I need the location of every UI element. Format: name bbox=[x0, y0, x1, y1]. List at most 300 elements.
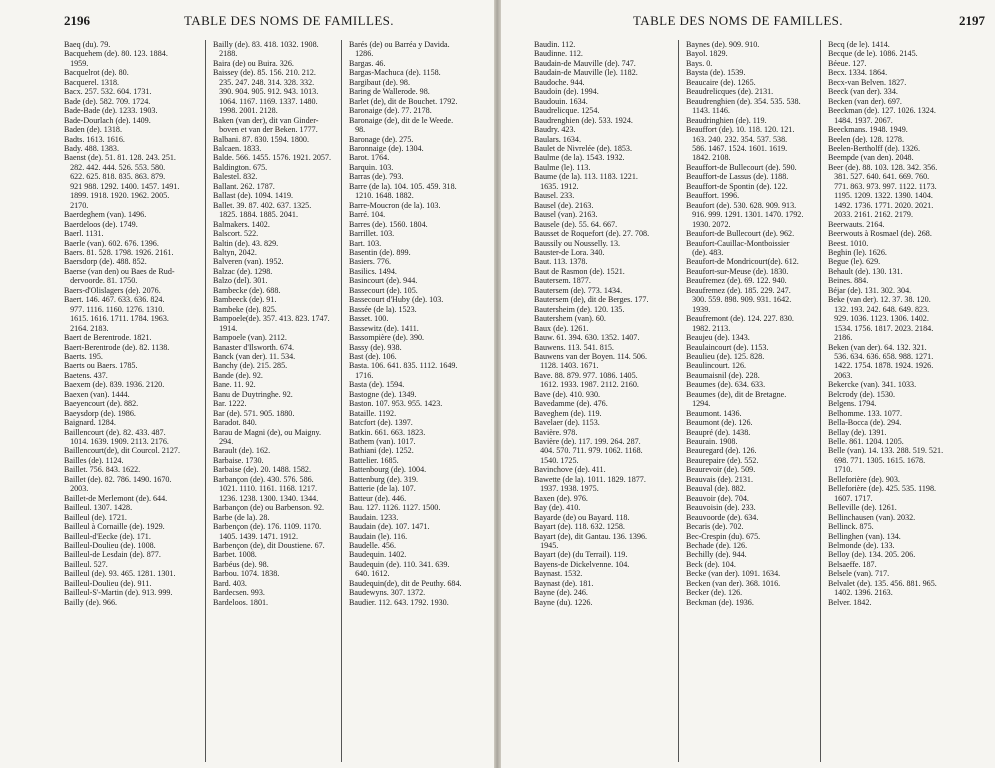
index-entry: Baradot. 840. bbox=[213, 418, 257, 428]
index-entry: 1064. 1167. 1169. 1337. 1480. bbox=[213, 96, 318, 106]
index-entry: 1607. 1717. bbox=[828, 493, 873, 503]
index-entry: Bade-Bade (de). 1233. 1903. bbox=[64, 106, 158, 116]
index-entry: Baudouin. 1634. bbox=[534, 96, 588, 106]
index-entry: Bailleul. 527. bbox=[64, 559, 108, 569]
index-entry: Beer (de). 88. 103. 128. 342. 356. bbox=[828, 162, 938, 172]
index-entry: (de). 483. bbox=[686, 247, 724, 257]
index-entry: Beckman (de). 1936. bbox=[686, 597, 754, 607]
index-entry: Basilics. 1494. bbox=[349, 266, 397, 276]
index-entry: Baudelle. 456. bbox=[349, 541, 396, 551]
index-entry: Bayart (de) (du Terrail). 119. bbox=[534, 550, 628, 560]
index-entry: 698. 771. 1305. 1615. 1678. bbox=[828, 455, 926, 465]
index-entry: Baudequin. 1402. bbox=[349, 550, 407, 560]
index-entry: Belleville (de). 1261. bbox=[828, 503, 897, 513]
index-entry: Baillet-de Merlemont (de). 644. bbox=[64, 493, 168, 503]
index-entry: Baert. 146. 467. 633. 636. 824. bbox=[64, 295, 165, 305]
index-entry: Ballast (de). 1094. 1419. bbox=[213, 191, 294, 201]
running-title: TABLE DES NOMS DE FAMILLES. bbox=[184, 13, 394, 28]
index-entry: Bart. 103. bbox=[349, 238, 382, 248]
index-entry: 921 988. 1292. 1400. 1457. 1491. bbox=[64, 181, 180, 191]
index-entry: Beke (van der). 12. 37. 38. 120. bbox=[828, 295, 931, 305]
index-entry: Beaufremez (de). 185. 229. 247. bbox=[686, 285, 791, 295]
index-entry: Beaufort-de Mondricourt(de). 612. bbox=[686, 257, 799, 267]
index-entry: Baira (de) ou Buira. 326. bbox=[213, 58, 294, 68]
index-entry: Becken (van der). 697. bbox=[828, 96, 902, 106]
index-entry: Beauvoir (de). 704. bbox=[686, 493, 749, 503]
index-entry: Baynast (de). 181. bbox=[534, 578, 594, 588]
index-entry: Baers. 81. 528. 1798. 1926. 2161. bbox=[64, 247, 174, 257]
index-entry: Barquin. 103. bbox=[349, 162, 394, 172]
index-entry: Baume (de la). 113. 1183. 1221. bbox=[534, 172, 638, 182]
index-entry: Bailleul (de). 93. 465. 1281. 1301. bbox=[64, 569, 176, 579]
index-entry: 2170. bbox=[64, 200, 89, 210]
index-entry: Bailleul. 1307. 1428. bbox=[64, 503, 133, 513]
index-entry: Beeckmans. 1948. 1949. bbox=[828, 125, 908, 135]
index-entry: 977. 1116. 1160. 1276. 1310. bbox=[64, 304, 165, 314]
index-entry: Belhomme. 133. 1077. bbox=[828, 408, 902, 418]
index-entry: Baveghem (de). 119. bbox=[534, 408, 602, 418]
index-entry: Belle. 861. 1204. 1205. bbox=[828, 437, 904, 447]
index-entry: Bayart (de), dit Gantau. 136. 1396. bbox=[534, 531, 648, 541]
index-entry: Barbençon (de), dit Doustiene. 67. bbox=[213, 541, 325, 551]
index-entry: Baynes (de). 909. 910. bbox=[686, 40, 760, 49]
index-entry: Beck (de). 104. bbox=[686, 559, 736, 569]
index-entry: 1716. bbox=[349, 370, 374, 380]
index-entry: Beeck (van der). 334. bbox=[828, 87, 898, 97]
index-entry: Bellinck. 875. bbox=[828, 522, 874, 532]
index-entry: 235. 247. 248. 314. 328. 332. bbox=[213, 77, 315, 87]
index-column-right-1 bbox=[534, 40, 678, 762]
index-entry: Barbençon (de). 176. 1109. 1170. bbox=[213, 522, 322, 532]
index-entry: Bargas. 46. bbox=[349, 58, 386, 68]
index-entry: Baillencourt(de), dit Courcol. 2127. bbox=[64, 446, 180, 456]
index-entry: Bastogne (de). 1349. bbox=[349, 389, 417, 399]
page-number: 2197 bbox=[959, 13, 985, 28]
index-column-right-2 bbox=[678, 40, 826, 762]
index-entry: 294. bbox=[213, 437, 234, 447]
index-entry: Baysta (de). 1539. bbox=[686, 68, 746, 78]
index-entry: Beaujeu (de). 1343. bbox=[686, 333, 750, 343]
index-entry: 1534. 1756. 1817. 2023. 2184. bbox=[828, 323, 934, 333]
index-entry: 2033. 2161. 2162. 2179. bbox=[828, 210, 913, 220]
index-entry: Baetens. 437. bbox=[64, 370, 108, 380]
index-entry: Bassewitz (de). 1411. bbox=[349, 323, 419, 333]
index-entry: Baudequin (de). 110. 341. 639. bbox=[349, 559, 450, 569]
index-entry: Bassompière (de). 390. bbox=[349, 333, 425, 343]
index-entry: Baert de Berentrode. 1821. bbox=[64, 333, 152, 343]
index-entry: Basset. 100. bbox=[349, 314, 389, 324]
index-entry: Baudin. 112. bbox=[534, 40, 576, 49]
index-entry: Baeysdorp (de). 1986. bbox=[64, 408, 136, 418]
index-entry: Basiers. 776. bbox=[349, 257, 392, 267]
index-entry: Baudrelicque. 1254. bbox=[534, 106, 600, 116]
index-entry: dervoorde. 81. 1750. bbox=[64, 276, 138, 286]
index-entry: Bar. 1222. bbox=[213, 399, 247, 409]
index-entry: Beken (van der). 64. 132. 321. bbox=[828, 342, 927, 352]
index-entry: Barbaise (de). 20. 1488. 1582. bbox=[213, 465, 312, 475]
index-entry: Bailleul-Doulieu (de). 1008. bbox=[64, 541, 156, 551]
index-entry: 1484. 1937. 2067. bbox=[828, 115, 893, 125]
index-entry: Banchy (de). 215. 285. bbox=[213, 361, 288, 371]
index-entry: Baerdeghem (van). 1496. bbox=[64, 210, 147, 220]
index-entry: Baerle (van). 602. 676. 1396. bbox=[64, 238, 159, 248]
index-entry: 1930. 2072. bbox=[686, 219, 731, 229]
index-entry: Baltin (de). 43. 829. bbox=[213, 238, 279, 248]
index-entry: Baerl. 1131. bbox=[64, 229, 104, 239]
index-entry: Banck (van der). 11. 534. bbox=[213, 351, 296, 361]
index-entry: Barrillet. 103. bbox=[349, 229, 395, 239]
index-entry: Beaulaincourt (de). 1153. bbox=[686, 342, 769, 352]
index-entry: Barau de Magni (de), ou Maigny. bbox=[213, 427, 322, 437]
index-entry: Bailleul-Doulieu (de). 911. bbox=[64, 578, 152, 588]
index-entry: Belmonde (de). 133. bbox=[828, 541, 895, 551]
index-entry: 1021. 1110. 1161. 1168. 1217. bbox=[213, 484, 318, 494]
index-entry: Bailly (de). 966. bbox=[64, 597, 118, 607]
index-entry: 536. 634. 636. 658. 988. 1271. bbox=[828, 351, 934, 361]
index-column-left-2 bbox=[205, 40, 346, 762]
index-entry: Bathiani (de). 1252. bbox=[349, 446, 414, 456]
index-entry: Beest. 1010. bbox=[828, 238, 869, 248]
index-entry: Bautersem. 1877. bbox=[534, 276, 591, 286]
index-entry: Belcrody (de). 1530. bbox=[828, 389, 895, 399]
index-entry: Balzo (del). 301. bbox=[213, 276, 268, 286]
index-entry: Bavinchove (de). 411. bbox=[534, 465, 606, 475]
index-entry: Bampoele(de). 357. 413. 823. 1747. bbox=[213, 314, 330, 324]
index-entry: Barre (de la). 104. 105. 459. 318. bbox=[349, 181, 457, 191]
index-entry: Barot. 1764. bbox=[349, 153, 390, 163]
index-entry: Batteur (de). 446. bbox=[349, 493, 407, 503]
index-entry: Belver. 1842. bbox=[828, 597, 872, 607]
index-entry: Badts. 1613. 1616. bbox=[64, 134, 125, 144]
index-entry: Baut de Rasmon (de). 1521. bbox=[534, 266, 625, 276]
index-entry: Belgens. 1794. bbox=[828, 399, 877, 409]
index-entry: Beaufremez (de). 69. 122. 940. bbox=[686, 276, 787, 286]
index-entry: Bade-Dourlach (de). 1409. bbox=[64, 115, 151, 125]
index-entry: Beauvoorde (de). 634. bbox=[686, 512, 759, 522]
index-entry: Belleforière (de). 903. bbox=[828, 474, 900, 484]
index-entry: 381. 527. 640. 641. 669. 760. bbox=[828, 172, 930, 182]
index-entry: Beaumont (de). 126. bbox=[686, 418, 753, 428]
index-entry: Barbaise. 1730. bbox=[213, 455, 264, 465]
index-entry: 1842. 2108. bbox=[686, 153, 731, 163]
index-entry: Bambecke (de). 688. bbox=[213, 285, 281, 295]
index-entry: Batkin. 661. 663. 1823. bbox=[349, 427, 426, 437]
index-entry: Baudain. 1233. bbox=[349, 512, 399, 522]
index-entry: 2003. bbox=[64, 484, 89, 494]
index-entry: Bayens-de Dickelvenne. 104. bbox=[534, 559, 630, 569]
index-entry: Beaurain. 1908. bbox=[686, 437, 738, 447]
index-entry: 586. 1467. 1524. 1601. 1619. bbox=[686, 143, 788, 153]
index-entry: 1982. 2113. bbox=[686, 323, 731, 333]
index-entry: Baux (de). 1261. bbox=[534, 323, 589, 333]
index-entry: Beauval (de). 882. bbox=[686, 484, 746, 494]
index-entry: Becaris (de). 702. bbox=[686, 522, 744, 532]
index-entry: Baltyn, 2042. bbox=[213, 247, 257, 257]
index-entry: Barras (de). 793. bbox=[349, 172, 404, 182]
index-entry: 916. 999. 1291. 1301. 1470. 1792. bbox=[686, 210, 804, 220]
index-entry: Barlet (de), dit de Bouchet. 1792. bbox=[349, 96, 458, 106]
index-entry: 1143. 1146. bbox=[686, 106, 730, 116]
index-entry: Barbançon (de). 430. 576. 586. bbox=[213, 474, 314, 484]
index-entry: Belloy (de). 134. 205. 206. bbox=[828, 550, 916, 560]
index-entry: Bailleul-d'Eecke (de). 171. bbox=[64, 531, 151, 541]
index-entry: Bauwens van der Boyen. 114. 506. bbox=[534, 351, 647, 361]
index-entry: Bailleul-de Lesdain (de). 877. bbox=[64, 550, 161, 560]
index-entry: Baerts. 195. bbox=[64, 351, 103, 361]
index-entry: Bailleul à Cornaille (de). 1929. bbox=[64, 522, 165, 532]
index-entry: 300. 559. 898. 909. 931. 1642. bbox=[686, 295, 792, 305]
index-entry: Baulet de Nivrelée (de). 1853. bbox=[534, 143, 632, 153]
index-entry: 1945. bbox=[534, 541, 559, 551]
index-entry: Bellinchausen (van). 2032. bbox=[828, 512, 916, 522]
index-entry: Beelen-Bertholff (de). 1326. bbox=[828, 143, 920, 153]
index-entry: Balzac (de). 1298. bbox=[213, 266, 273, 276]
index-entry: Beaurepaire (de). 552. bbox=[686, 455, 759, 465]
index-entry: 1710. bbox=[828, 465, 853, 475]
index-entry: Baudain-de Mauville (le). 1182. bbox=[534, 68, 638, 78]
index-entry: Becker (de). 126. bbox=[686, 588, 743, 598]
index-entry: Baerse (van den) ou Baes de Rud- bbox=[64, 266, 175, 276]
index-entry: Baudrenghien (de). 533. 1924. bbox=[534, 115, 633, 125]
index-entry: Bellay (de). 1391. bbox=[828, 427, 887, 437]
left-page bbox=[0, 0, 494, 768]
index-entry: Baut. 113. 1378. bbox=[534, 257, 588, 267]
index-entry: Barre-Moucron (de la). 103. bbox=[349, 200, 441, 210]
index-entry: Baignard. 1284. bbox=[64, 418, 116, 428]
index-entry: Baxen (de). 976. bbox=[534, 493, 588, 503]
index-entry: Bechilly (de). 944. bbox=[686, 550, 747, 560]
index-entry: Bays. 0. bbox=[686, 58, 713, 68]
index-entry: Barault (de). 162. bbox=[213, 446, 271, 456]
index-entry: Beaumaisnil (de). 228. bbox=[686, 370, 760, 380]
index-entry: Banaster d'Ilsworth. 674. bbox=[213, 342, 295, 352]
index-entry: Bardecsen. 993. bbox=[213, 588, 265, 598]
index-entry: Beaumes (de), dit de Bretagne. bbox=[686, 389, 787, 399]
index-entry: 98. bbox=[349, 125, 366, 135]
page-number: 2196 bbox=[64, 13, 90, 28]
index-entry: Bec-Crespin (du). 675. bbox=[686, 531, 761, 541]
index-entry: 1402. 1396. 2163. bbox=[828, 588, 893, 598]
index-entry: Belvalet (de). 135. 456. 881. 965. bbox=[828, 578, 937, 588]
index-entry: Bella-Bocca (de). 294. bbox=[828, 418, 902, 428]
index-entry: Bauster-de Lora. 340. bbox=[534, 247, 605, 257]
index-entry: Beerwouts à Rosmael (de). 268. bbox=[828, 229, 932, 239]
index-entry: Baeq (du). 79. bbox=[64, 40, 111, 49]
index-entry: Bast (de). 106. bbox=[349, 351, 397, 361]
index-entry: Baert-Berentrode (de). 82. 1138. bbox=[64, 342, 170, 352]
index-column-left-3 bbox=[341, 40, 494, 762]
index-entry: Baudequin(de), dit de Peuthy. 684. bbox=[349, 578, 462, 588]
index-column-left-1 bbox=[64, 40, 204, 762]
index-entry: Beaumes (de). 634. 633. bbox=[686, 380, 766, 390]
index-entry: Bargas-Machuca (de). 1158. bbox=[349, 68, 441, 78]
index-entry: Bargibaut (de). 98. bbox=[349, 77, 410, 87]
index-entry: Beauvais (de). 2131. bbox=[686, 474, 753, 484]
index-entry: 132. 193. 242. 648. 649. 823. bbox=[828, 304, 930, 314]
index-entry: Bayne (de). 246. bbox=[534, 588, 588, 598]
index-entry: Baudewyns. 307. 1372. bbox=[349, 588, 426, 598]
index-entry: Battelier. 1685. bbox=[349, 455, 399, 465]
index-entry: Bautersem (de). 773. 1434. bbox=[534, 285, 623, 295]
index-entry: 1286. bbox=[349, 49, 374, 59]
index-entry: Bassée (de la). 1523. bbox=[349, 304, 417, 314]
index-entry: Bade (de). 582. 709. 1724. bbox=[64, 96, 151, 106]
index-entry: 1937. 1938. 1975. bbox=[534, 484, 599, 494]
index-entry: 771. 863. 973. 997. 1122. 1173. bbox=[828, 181, 937, 191]
index-entry: Bane. 11. 92. bbox=[213, 380, 256, 390]
index-entry: Baillencourt (de). 82. 433. 487. bbox=[64, 427, 166, 437]
index-entry: Bauwens. 113. 541. 815. bbox=[534, 342, 614, 352]
index-entry: 2188. bbox=[213, 49, 238, 59]
index-entry: Bailly (de). 83. 418. 1032. 1908. bbox=[213, 40, 319, 49]
index-entry: 929. 1036. 1123. 1306. 1402. bbox=[828, 314, 929, 324]
index-entry: Ballant. 262. 1787. bbox=[213, 181, 275, 191]
index-entry: Bassecourt (de). 105. bbox=[349, 285, 418, 295]
index-entry: 1014. 1639. 1909. 2113. 2176. bbox=[64, 437, 169, 447]
index-entry: 1210. 1648. 1882. bbox=[349, 191, 414, 201]
index-entry: Baeyencourt (de). 882. bbox=[64, 399, 139, 409]
index-entry: 1998. 2001. 2128. bbox=[213, 106, 278, 116]
index-entry: Bay (de). 410. bbox=[534, 503, 581, 513]
index-entry: boven et van der Beken. 1777. bbox=[213, 125, 318, 135]
index-entry: Bausset de Roquefort (de). 27. 708. bbox=[534, 229, 650, 239]
index-entry: Bausel. 233. bbox=[534, 191, 575, 201]
index-entry: Beaudringhien (de). 119. bbox=[686, 115, 767, 125]
index-entry: 1825. 1884. 1885. 2041. bbox=[213, 210, 298, 220]
index-entry: Barbou. 1074. 1838. bbox=[213, 569, 280, 579]
index-entry: 1635. 1912. bbox=[534, 181, 579, 191]
index-entry: Balbani. 87. 830. 1594. 1800. bbox=[213, 134, 309, 144]
index-entry: Baulars. 1634. bbox=[534, 134, 581, 144]
index-entry: Bausel (de). 2163. bbox=[534, 200, 594, 210]
index-entry: Bailleul-S'-Martin (de). 913. 999. bbox=[64, 588, 173, 598]
index-entry: 1540. 1725. bbox=[534, 455, 579, 465]
index-entry: 282. 442. 444. 526. 553. 580. bbox=[64, 162, 166, 172]
index-entry: Balmakers. 1402. bbox=[213, 219, 270, 229]
index-entry: Beaufort-de Bullecourt (de). 962. bbox=[686, 229, 795, 239]
index-entry: 2164. 2183. bbox=[64, 323, 109, 333]
index-entry: Baers-d'Olislagers (de). 2076. bbox=[64, 285, 161, 295]
running-title: TABLE DES NOMS DE FAMILLES. bbox=[633, 13, 843, 28]
index-entry: Beauffort-de Spontin (de). 122. bbox=[686, 181, 788, 191]
index-entry: 640. 1612. bbox=[349, 569, 390, 579]
index-entry: 2186. bbox=[828, 333, 853, 343]
index-entry: Belle (van). 14. 133. 288. 519. 521. bbox=[828, 446, 944, 456]
index-entry: Bailles (de). 1124. bbox=[64, 455, 124, 465]
index-entry: Bausel (van). 2163. bbox=[534, 210, 598, 220]
index-entry: Bar (de). 571. 905. 1880. bbox=[213, 408, 295, 418]
index-entry: Beauffort-de Lassus (de). 1188. bbox=[686, 172, 789, 182]
index-entry: Beaucaire (de). 1265. bbox=[686, 77, 756, 87]
index-entry: Bavière. 978. bbox=[534, 427, 578, 437]
index-entry: 1959. bbox=[64, 58, 89, 68]
index-entry: 1294. bbox=[686, 399, 711, 409]
index-entry: Bausele (de). 55. 64. 667. bbox=[534, 219, 618, 229]
index-entry: Bardeloos. 1801. bbox=[213, 597, 269, 607]
index-entry: Baexen (van). 1444. bbox=[64, 389, 130, 399]
index-entry: Baerdeloos (de). 1749. bbox=[64, 219, 138, 229]
index-entry: Bayne (du). 1226. bbox=[534, 597, 593, 607]
index-entry: 1899. 1918. 1920. 1962. 2005. bbox=[64, 191, 170, 201]
index-entry: Baenst (de). 51. 81. 128. 243. 251. bbox=[64, 153, 176, 163]
index-entry: Bailleul (de). 1721. bbox=[64, 512, 127, 522]
index-entry: Baronaige (de). 77. 2178. bbox=[349, 106, 432, 116]
index-entry: Baden (de). 1318. bbox=[64, 125, 122, 135]
index-entry: Baston. 107. 953. 955. 1423. bbox=[349, 399, 443, 409]
index-entry: Bathem (van). 1017. bbox=[349, 437, 416, 447]
index-entry: Behault (de). 130. 131. bbox=[828, 266, 903, 276]
index-entry: Beghin (le). 1626. bbox=[828, 247, 887, 257]
index-entry: Bady. 488. 1383. bbox=[64, 143, 120, 153]
index-entry: Bave (de). 410. 930. bbox=[534, 389, 601, 399]
index-entry: Belleforière (de). 425. 535. 1198. bbox=[828, 484, 937, 494]
index-entry: Ballet. 39. 87. 402. 637. 1325. bbox=[213, 200, 312, 210]
index-entry: Baersdorp (de). 488. 852. bbox=[64, 257, 147, 267]
index-entry: Barres (de). 1560. 1804. bbox=[349, 219, 428, 229]
index-entry: Baillet (de). 82. 786. 1490. 1670. bbox=[64, 474, 172, 484]
index-entry: Belsele (van). 717. bbox=[828, 569, 890, 579]
index-entry: Beaumont. 1436. bbox=[686, 408, 742, 418]
index-entry: Bambeeck (de). 91. bbox=[213, 295, 277, 305]
index-entry: Batterie (de la). 107. bbox=[349, 484, 416, 494]
index-entry: Bave. 88. 879. 977. 1086. 1405. bbox=[534, 370, 638, 380]
index-entry: Baring de Wallerode. 98. bbox=[349, 87, 430, 97]
index-entry: Bellinghen (van). 134. bbox=[828, 531, 901, 541]
index-entry: Bavedamme (de). 476. bbox=[534, 399, 608, 409]
index-entry: Balveren (van). 1952. bbox=[213, 257, 284, 267]
index-entry: 1405. 1439. 1471. 1912. bbox=[213, 531, 298, 541]
index-entry: 1615. 1616. 1711. 1784. 1963. bbox=[64, 314, 169, 324]
index-entry: Beaulincourt. 126. bbox=[686, 361, 747, 371]
index-entry: Bambeke (de). 825. bbox=[213, 304, 277, 314]
index-entry: Beaudrelicques (de). 2131. bbox=[686, 87, 774, 97]
index-entry: Bassy (de). 938. bbox=[349, 342, 402, 352]
index-entry: Bampoele (van). 2112. bbox=[213, 333, 287, 343]
right-page bbox=[501, 0, 995, 768]
index-entry: Balscort. 522. bbox=[213, 229, 259, 239]
index-entry: Beelen (de). 128. 1278. bbox=[828, 134, 904, 144]
index-entry: Battenbourg (de). 1004. bbox=[349, 465, 427, 475]
index-entry: Banu de Duytringhe. 92. bbox=[213, 389, 293, 399]
index-entry: Belsaeffe. 187. bbox=[828, 559, 877, 569]
index-entry: 622. 625. 818. 835. 863. 879. bbox=[64, 172, 166, 182]
index-entry: Beaufort-Cauillac-Montboissier bbox=[686, 238, 790, 248]
index-entry: 1939. bbox=[686, 304, 711, 314]
index-entry: Beauffort-de Bullecourt (de). 590. bbox=[686, 162, 797, 172]
index-entry: Becken (van der). 368. 1016. bbox=[686, 578, 781, 588]
index-entry: 1492. 1736. 1771. 2020. 2021. bbox=[828, 200, 934, 210]
index-entry: Baronage (de). 275. bbox=[349, 134, 414, 144]
index-entry: Becx-van Belven. 1827. bbox=[828, 77, 907, 87]
index-entry: Baudinne. 112. bbox=[534, 49, 583, 59]
index-entry: Baronaige (de), dit de le Weede. bbox=[349, 115, 454, 125]
index-entry: 163. 240. 232. 354. 537. 538. bbox=[686, 134, 788, 144]
index-entry: Bayarde (de) ou Bayard. 118. bbox=[534, 512, 630, 522]
index-entry: Becke (van der). 1091. 1634. bbox=[686, 569, 781, 579]
index-entry: Beempde (van den). 2048. bbox=[828, 153, 914, 163]
index-entry: Bacquehem (de). 80. 123. 1884. bbox=[64, 49, 168, 59]
index-entry: Bavière (de). 117. 199. 264. 287. bbox=[534, 437, 641, 447]
index-entry: Beerwauts. 2164. bbox=[828, 219, 885, 229]
index-entry: Barré. 104. bbox=[349, 210, 386, 220]
index-entry: Baudain (le). 116. bbox=[349, 531, 408, 541]
index-entry: Baussily ou Nousselly. 13. bbox=[534, 238, 621, 248]
index-entry: Baronnaige (de). 1304. bbox=[349, 143, 424, 153]
index-entry: Baissey (de). 85. 156. 210. 212. bbox=[213, 68, 316, 78]
index-entry: Bacquelrot (de). 80. bbox=[64, 68, 129, 78]
index-entry: Baillet. 756. 843. 1622. bbox=[64, 465, 141, 475]
index-entry: Becq (de le). 1414. bbox=[828, 40, 890, 49]
